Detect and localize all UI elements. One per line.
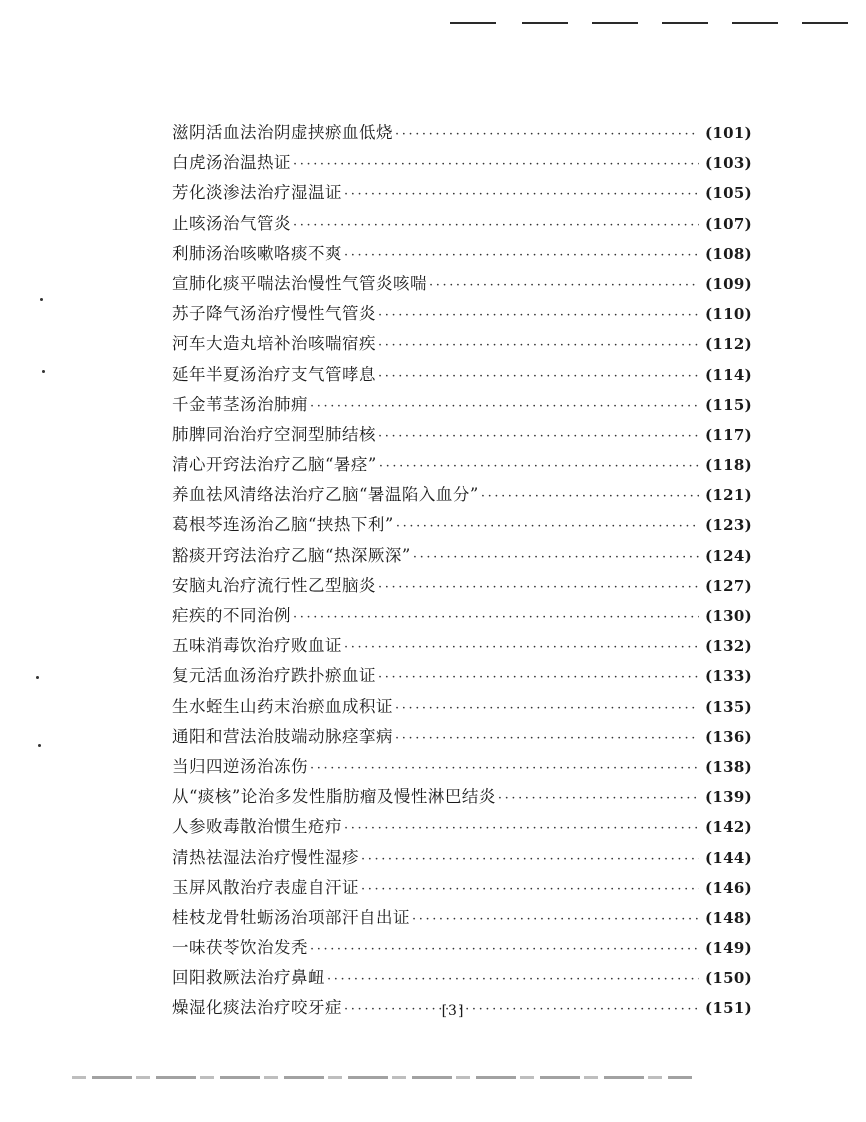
toc-entry-title: 五味消毒饮治疗败血证: [172, 636, 342, 656]
toc-dot-leader: [344, 180, 699, 210]
toc-entry-title: 回阳救厥法治疗鼻衄: [172, 968, 325, 988]
toc-entry: [172, 661, 752, 691]
margin-speck: [36, 676, 39, 679]
rule-dash: [662, 22, 708, 24]
toc-entry: [172, 239, 752, 269]
toc-entry: [172, 178, 752, 208]
toc-entry-title: 玉屏风散治疗表虚自汗证: [172, 877, 359, 897]
toc-entry-page: (146): [704, 878, 752, 897]
toc-entry-title: 一味茯苓饮治发秃: [172, 938, 308, 958]
toc-entry: [172, 752, 752, 782]
toc-entry-page: (107): [704, 214, 752, 233]
top-rule-dashes: [440, 22, 860, 26]
margin-speck: [38, 744, 41, 747]
toc-dot-leader: [344, 633, 699, 663]
toc-entry: [172, 812, 752, 842]
margin-speck: [40, 298, 43, 301]
toc-entry: [172, 390, 752, 420]
toc-entry-title: 清热祛湿法治疗慢性湿疹: [172, 847, 359, 867]
toc-dot-leader: [378, 663, 699, 693]
toc-entry-title: 芳化淡渗法治疗湿温证: [172, 183, 342, 203]
toc-entry-title: 通阳和营法治肢端动脉痉挛病: [172, 726, 393, 746]
toc-entry: [172, 571, 752, 601]
toc-entry-page: (121): [704, 486, 752, 505]
toc-entry-page: (151): [704, 999, 752, 1018]
toc-dot-leader: [413, 543, 699, 573]
toc-entry-title: 人参败毒散治惯生疮疖: [172, 817, 342, 837]
table-of-contents: [172, 118, 752, 1024]
toc-dot-leader: [378, 301, 699, 331]
toc-entry: [172, 601, 752, 631]
toc-dot-leader: [310, 392, 699, 422]
toc-entry: [172, 209, 752, 239]
toc-entry-title: 延年半夏汤治疗支气管哮息: [172, 364, 376, 384]
toc-entry: [172, 782, 752, 812]
toc-entry: [172, 450, 752, 480]
toc-entry-page: (130): [704, 607, 752, 625]
toc-entry: [172, 631, 752, 661]
toc-dot-leader: [378, 573, 699, 603]
toc-entry: [172, 541, 752, 571]
toc-entry: [172, 903, 752, 933]
toc-entry: [172, 873, 752, 903]
toc-entry-page: (112): [704, 335, 752, 354]
toc-entry-page: (132): [704, 637, 752, 656]
toc-entry-title: 桂枝龙骨牡蛎汤治项部汗自出证: [172, 907, 410, 927]
toc-dot-leader: [293, 211, 699, 241]
toc-entry-title: 疟疾的不同治例: [172, 606, 291, 625]
toc-entry-title: 养血祛风清络法治疗乙脑“暑温陷入血分”: [172, 485, 479, 505]
toc-dot-leader: [361, 845, 699, 875]
toc-entry-page: (124): [704, 546, 752, 565]
toc-dot-leader: [395, 694, 699, 724]
toc-dot-leader: [395, 724, 699, 754]
toc-entry: [172, 299, 752, 329]
toc-entry: [172, 118, 752, 148]
toc-entry-page: (136): [704, 727, 752, 746]
toc-dot-leader: [293, 150, 699, 180]
toc-entry-title: 葛根芩连汤治乙脑“挟热下利”: [172, 515, 394, 535]
rule-dash: [522, 22, 568, 24]
toc-dot-leader: [378, 422, 699, 452]
rule-dash: [592, 22, 638, 24]
toc-entry: [172, 722, 752, 752]
toc-entry-title: 苏子降气汤治疗慢性气管炎: [172, 304, 376, 324]
toc-entry-page: (123): [704, 516, 752, 535]
toc-dot-leader: [327, 965, 699, 995]
margin-speck: [42, 370, 45, 373]
rule-dash: [802, 22, 848, 24]
toc-entry-page: (114): [704, 365, 752, 384]
toc-dot-leader: [293, 603, 699, 633]
toc-entry-title: 滋阴活血法治阴虚挟瘀血低烧: [172, 123, 393, 142]
toc-dot-leader: [310, 935, 699, 965]
toc-dot-leader: [378, 331, 699, 361]
toc-entry: [172, 329, 752, 359]
toc-entry: [172, 843, 752, 873]
toc-entry-title: 豁痰开窍法治疗乙脑“热深厥深”: [172, 545, 411, 565]
toc-entry-page: (133): [704, 667, 752, 686]
toc-entry-page: (135): [704, 697, 752, 716]
toc-entry-page: (101): [704, 124, 752, 142]
toc-dot-leader: [344, 241, 699, 271]
toc-entry-title: 生水蛭生山药末治瘀血成积证: [172, 696, 393, 716]
toc-entry: [172, 933, 752, 963]
toc-entry-title: 利肺汤治咳嗽咯痰不爽: [172, 243, 342, 263]
toc-entry-title: 安脑丸治疗流行性乙型脑炎: [172, 575, 376, 595]
toc-dot-leader: [310, 754, 699, 784]
toc-dot-leader: [344, 814, 699, 844]
toc-entry-page: (142): [704, 818, 752, 837]
toc-entry-page: (144): [704, 848, 752, 867]
toc-dot-leader: [361, 875, 699, 905]
toc-dot-leader: [481, 482, 699, 512]
toc-dot-leader: [395, 120, 699, 150]
toc-entry: [172, 420, 752, 450]
toc-entry-page: (110): [704, 305, 752, 324]
toc-dot-leader: [498, 784, 699, 814]
toc-entry-page: (148): [704, 908, 752, 927]
toc-entry-title: 止咳汤治气管炎: [172, 213, 291, 233]
toc-entry-title: 河车大造丸培补治咳喘宿疾: [172, 334, 376, 354]
toc-entry: [172, 510, 752, 540]
toc-dot-leader: [412, 905, 699, 935]
toc-entry-title: 千金苇茎汤治肺痈: [172, 394, 308, 414]
page-number: [3]: [441, 1003, 465, 1019]
toc-entry-page: (109): [704, 274, 752, 293]
toc-entry-title: 从“痰核”论治多发性脂肪瘤及慢性淋巴结炎: [172, 787, 496, 807]
toc-entry-page: (115): [704, 395, 752, 414]
toc-entry-title: 清心开窍法治疗乙脑“暑痉”: [172, 455, 377, 475]
toc-entry: [172, 269, 752, 299]
toc-entry-page: (127): [704, 576, 752, 595]
toc-entry: [172, 480, 752, 510]
toc-entry-title: 肺脾同治治疗空洞型肺结核: [172, 424, 376, 444]
toc-entry: [172, 963, 752, 993]
toc-entry-title: 复元活血汤治疗跌扑瘀血证: [172, 666, 376, 686]
toc-entry: [172, 360, 752, 390]
toc-entry-page: (139): [704, 788, 752, 807]
toc-dot-leader: [379, 452, 699, 482]
toc-entry-page: (118): [704, 456, 752, 475]
toc-entry-page: (149): [704, 939, 752, 958]
toc-entry-title: 白虎汤治温热证: [172, 153, 291, 173]
rule-dash: [732, 22, 778, 24]
toc-entry-title: 燥湿化痰法治疗咬牙症: [172, 998, 342, 1018]
toc-entry-page: (117): [704, 425, 752, 444]
toc-entry-page: (105): [704, 184, 752, 203]
toc-entry-page: (108): [704, 244, 752, 263]
toc-entry-page: (150): [704, 969, 752, 988]
toc-dot-leader: [429, 271, 699, 301]
toc-dot-leader: [396, 512, 699, 542]
toc-entry: [172, 692, 752, 722]
bottom-scan-artifact: [72, 1076, 692, 1079]
toc-entry-title: 当归四逆汤治冻伤: [172, 756, 308, 776]
rule-dash: [450, 22, 496, 24]
toc-entry: [172, 148, 752, 178]
toc-entry-page: (103): [704, 154, 752, 173]
toc-entry-title: 宣肺化痰平喘法治慢性气管炎咳喘: [172, 273, 427, 293]
toc-entry-page: (138): [704, 757, 752, 776]
toc-dot-leader: [378, 362, 699, 392]
